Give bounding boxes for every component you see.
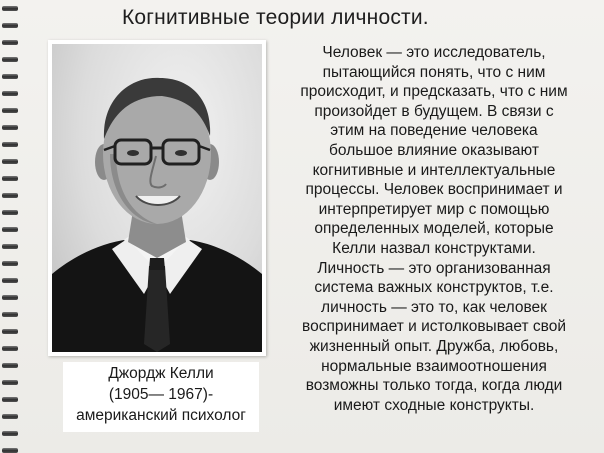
slide-title: Когнитивные теории личности. (122, 6, 429, 29)
body-line: нормальные взаимоотношения (321, 357, 547, 375)
body-line: процессы. Человек воспринимает и (305, 181, 563, 199)
body-line: происходит, и предсказать, что с ним (300, 83, 568, 101)
body-line: имеют сходные конструкты. (333, 396, 535, 414)
body-line: интерпретирует мир с помощью (318, 200, 550, 218)
binding-ring (2, 193, 18, 198)
binding-ring (2, 448, 18, 453)
binding-ring (2, 23, 18, 28)
binding-ring (2, 414, 18, 419)
binding-ring (2, 210, 18, 215)
body-line: воспринимает и истолковывает свой (302, 318, 566, 336)
binding-ring (2, 380, 18, 385)
body-line: пытающийся понять, что с ним (322, 63, 546, 81)
portrait-illustration (52, 44, 262, 352)
portrait-photo (52, 44, 262, 352)
binding-ring (2, 125, 18, 130)
binding-ring (2, 295, 18, 300)
binding-ring (2, 142, 18, 147)
binding-ring (2, 397, 18, 402)
binding-ring (2, 244, 18, 249)
body-line: система важных конструктов, т.е. (314, 279, 554, 297)
binding-ring (2, 278, 18, 283)
binding-ring (2, 227, 18, 232)
body-line: этим на поведение человека (330, 122, 538, 140)
binding-ring (2, 74, 18, 79)
binding-ring (2, 346, 18, 351)
portrait-frame (48, 40, 266, 356)
binding-ring (2, 261, 18, 266)
portrait-caption (63, 362, 259, 432)
body-line: возможны только тогда, когда люди (305, 377, 563, 395)
binding-ring (2, 91, 18, 96)
spiral-binding (0, 0, 22, 453)
body-line: жизненный опыт. Дружба, любовь, (309, 338, 559, 355)
body-line: личность — это то, как человек (321, 298, 547, 316)
body-line: Личность — это организованная (317, 259, 551, 277)
body-line: произойдет в будущем. В связи с (314, 102, 554, 120)
binding-ring (2, 6, 18, 11)
body-line: Человек — это исследователь, (322, 44, 546, 61)
binding-ring (2, 108, 18, 113)
binding-ring (2, 176, 18, 181)
body-line: когнитивные и интеллектуальные (312, 161, 556, 179)
binding-ring (2, 363, 18, 368)
binding-ring (2, 40, 18, 45)
caption-years: (1905— 1967)- (108, 386, 214, 403)
binding-ring (2, 57, 18, 62)
binding-ring (2, 312, 18, 317)
body-line: Келли назвал конструктами. (332, 240, 536, 257)
binding-ring (2, 159, 18, 164)
binding-ring (2, 329, 18, 334)
binding-ring (2, 431, 18, 436)
caption-name: Джордж Келли (108, 365, 214, 382)
body-line: определенных моделей, которые (314, 220, 554, 238)
caption-profession: американский психолог (76, 407, 246, 424)
body-line: большое влияние оказывают (329, 142, 539, 159)
